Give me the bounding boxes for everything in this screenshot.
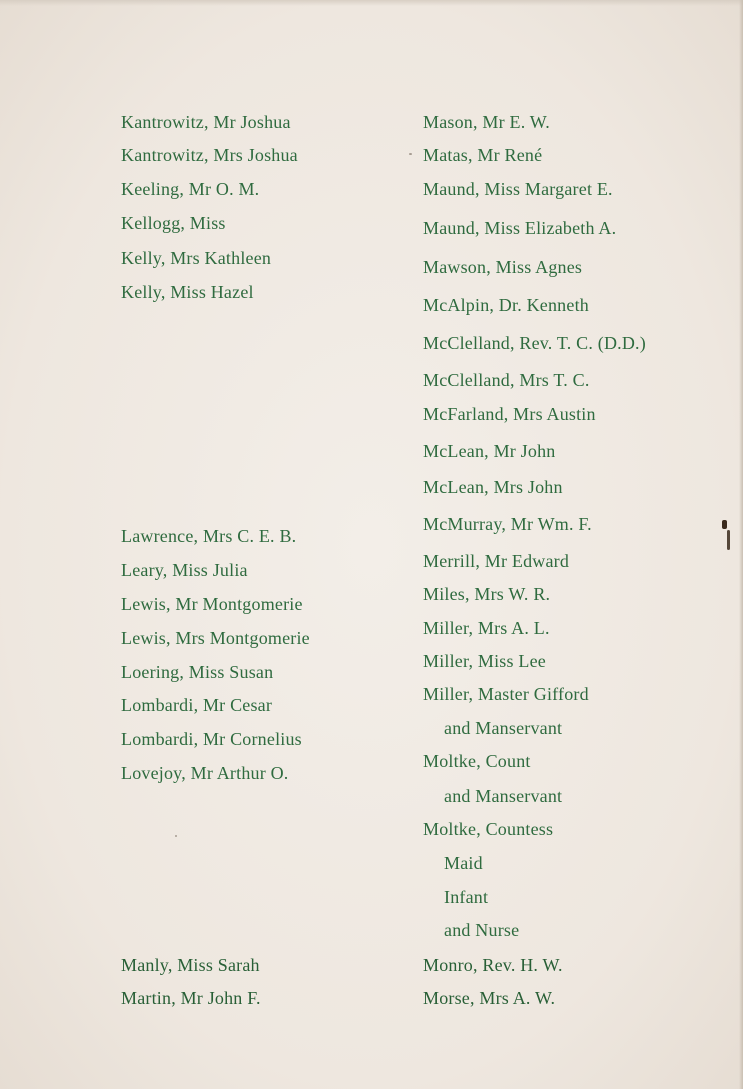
list-item: Kantrowitz, Mrs Joshua bbox=[121, 145, 298, 165]
list-item: Manly, Miss Sarah bbox=[121, 955, 260, 975]
page-top-edge bbox=[0, 0, 743, 6]
list-item: McFarland, Mrs Austin bbox=[423, 404, 596, 424]
list-item: Maund, Miss Elizabeth A. bbox=[423, 218, 617, 238]
list-item: McAlpin, Dr. Kenneth bbox=[423, 295, 589, 315]
list-item: Martin, Mr John F. bbox=[121, 988, 261, 1008]
list-item: Miller, Mrs A. L. bbox=[423, 618, 550, 638]
list-item: Lewis, Mr Montgomerie bbox=[121, 594, 303, 614]
list-item: Miles, Mrs W. R. bbox=[423, 584, 551, 604]
list-item: McClelland, Rev. T. C. (D.D.) bbox=[423, 333, 646, 353]
list-item: Maid bbox=[444, 853, 483, 873]
list-item: Merrill, Mr Edward bbox=[423, 551, 570, 571]
page-right-edge bbox=[739, 0, 743, 1089]
list-item: Loering, Miss Susan bbox=[121, 662, 274, 682]
paper-speck bbox=[175, 835, 177, 837]
list-item: Lombardi, Mr Cornelius bbox=[121, 729, 302, 749]
list-item: and Manservant bbox=[444, 718, 563, 738]
list-item: and Nurse bbox=[444, 920, 520, 940]
list-item: Kellogg, Miss bbox=[121, 213, 226, 233]
list-item: Kelly, Miss Hazel bbox=[121, 282, 254, 302]
list-item: Lovejoy, Mr Arthur O. bbox=[121, 763, 289, 783]
list-item: Moltke, Countess bbox=[423, 819, 554, 839]
list-item: Miller, Miss Lee bbox=[423, 651, 546, 671]
list-item: McLean, Mrs John bbox=[423, 477, 563, 497]
paper-speck bbox=[727, 530, 730, 550]
list-item: Morse, Mrs A. W. bbox=[423, 988, 556, 1008]
list-item: Mason, Mr E. W. bbox=[423, 112, 551, 132]
list-item: Kantrowitz, Mr Joshua bbox=[121, 112, 291, 132]
list-item: Infant bbox=[444, 887, 489, 907]
list-item: Lombardi, Mr Cesar bbox=[121, 695, 273, 715]
list-item: Lewis, Mrs Montgomerie bbox=[121, 628, 310, 648]
list-item: Lawrence, Mrs C. E. B. bbox=[121, 526, 297, 546]
paper-speck bbox=[722, 520, 727, 529]
list-item: McMurray, Mr Wm. F. bbox=[423, 514, 592, 534]
list-item: Mawson, Miss Agnes bbox=[423, 257, 583, 277]
list-item: Kelly, Mrs Kathleen bbox=[121, 248, 272, 268]
list-item: Monro, Rev. H. W. bbox=[423, 955, 563, 975]
list-item: Leary, Miss Julia bbox=[121, 560, 248, 580]
list-item: Keeling, Mr O. M. bbox=[121, 179, 260, 199]
list-item: Matas, Mr René bbox=[423, 145, 543, 165]
list-item: Maund, Miss Margaret E. bbox=[423, 179, 613, 199]
list-item: McClelland, Mrs T. C. bbox=[423, 370, 590, 390]
list-item: McLean, Mr John bbox=[423, 441, 556, 461]
list-item: Moltke, Count bbox=[423, 751, 531, 771]
paper-speck bbox=[409, 153, 412, 155]
list-item: Miller, Master Gifford bbox=[423, 684, 589, 704]
list-item: and Manservant bbox=[444, 786, 563, 806]
